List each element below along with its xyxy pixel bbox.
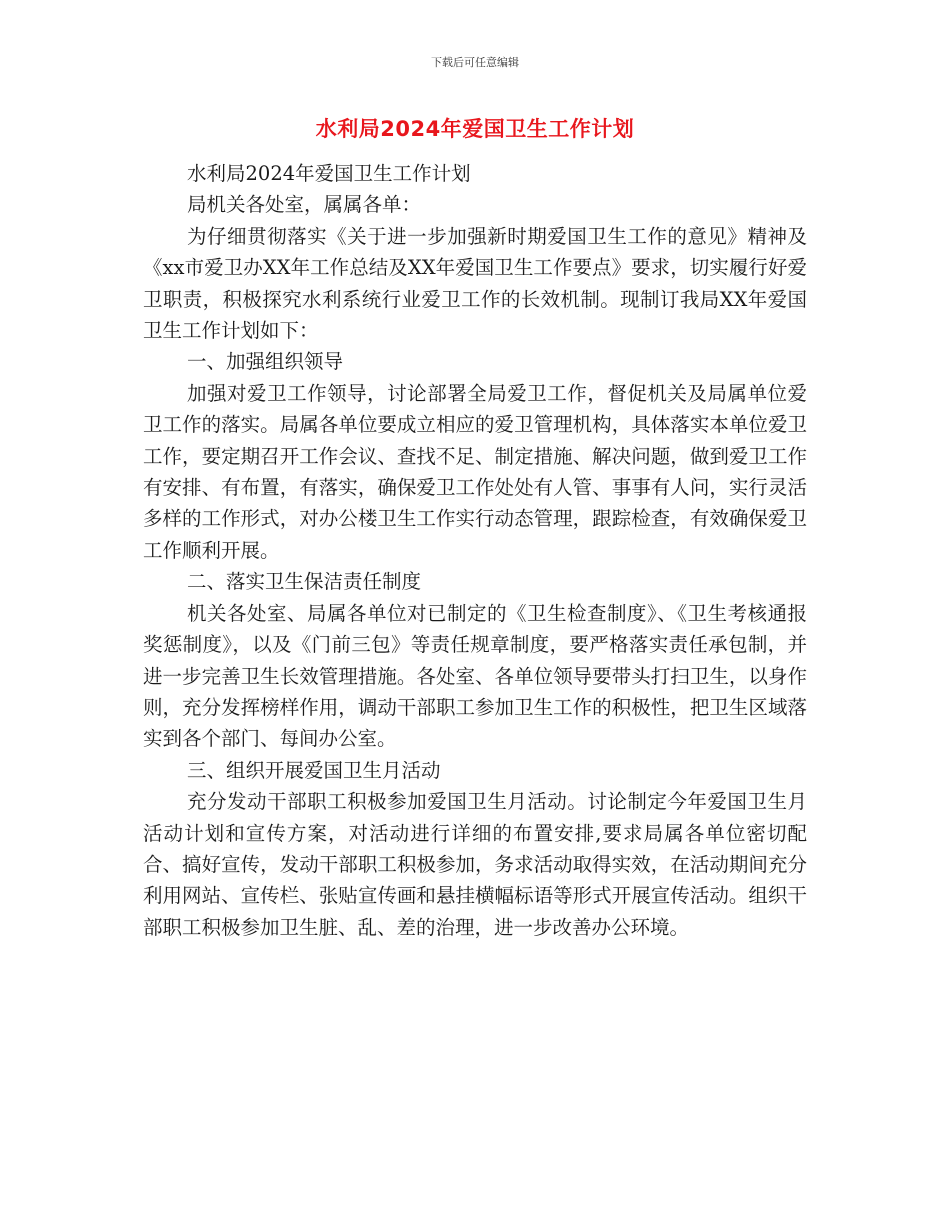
section-heading-3: 三、组织开展爱国卫生月活动 xyxy=(187,758,441,782)
body-subtitle: 水利局2024年爱国卫生工作计划 xyxy=(187,162,471,185)
section-heading-1: 一、加强组织领导 xyxy=(187,350,344,374)
section-heading-2: 二、落实卫生保洁责任制度 xyxy=(187,570,422,594)
page-header-note: 下载后可任意编辑 xyxy=(431,56,519,69)
intro-paragraph: 为仔细贯彻落实《关于进一步加强新时期爱国卫生工作的意见》精神及《xx市爱卫办XX年工作总结及XX年爱国卫生工作要点》要求，切实履行好爱卫职责，积极探究水利系统行业爱卫工作的长效机制。现制订我局XX年爱国卫生工作计划如下： xyxy=(143,224,807,343)
section-paragraph-2: 机关各处室、局属各单位对已制定的《卫生检查制度》、《卫生考核通报奖惩制度》，以及《门前三包》等责任规章制度，要严格落实责任承包制，并进一步完善卫生长效管理措施。各处室、各单位领导要带头打扫卫生，以身作则，充分发挥榜样作用，调动干部职工参加卫生工作的积极性，把卫生区域落实到各个部门、每间办公室。 xyxy=(143,601,807,751)
salutation: 局机关各处室，属属各单： xyxy=(187,193,422,217)
section-paragraph-3: 充分发动干部职工积极参加爱国卫生月活动。讨论制定今年爱国卫生月活动计划和宣传方案，对活动进行详细的布置安排,要求局属各单位密切配合、搞好宣传，发动干部职工积极参加，务求活动取得实效，在活动期间充分利用网站、宣传栏、张贴宣传画和悬挂横幅标语等形式开展宣传活动。组织干部职工积极参加卫生脏、乱、差的治理，进一步改善办公环境。 xyxy=(143,790,807,939)
document-body xyxy=(143,158,807,943)
section-paragraph-1: 加强对爱卫工作领导，讨论部署全局爱卫工作，督促机关及局属单位爱卫工作的落实。局属各单位要成立相应的爱卫管理机构，具体落实本单位爱卫工作，要定期召开工作会议、查找不足、制定措施、解决问题，做到爱卫工作有安排、有布置，有落实，确保爱卫工作处处有人管、事事有人问，实行灵活多样的工作形式，对办公楼卫生工作实行动态管理，跟踪检查，有效确保爱卫工作顺利开展。 xyxy=(143,381,807,562)
document-title: 水利局2024年爱国卫生工作计划 xyxy=(315,117,635,141)
